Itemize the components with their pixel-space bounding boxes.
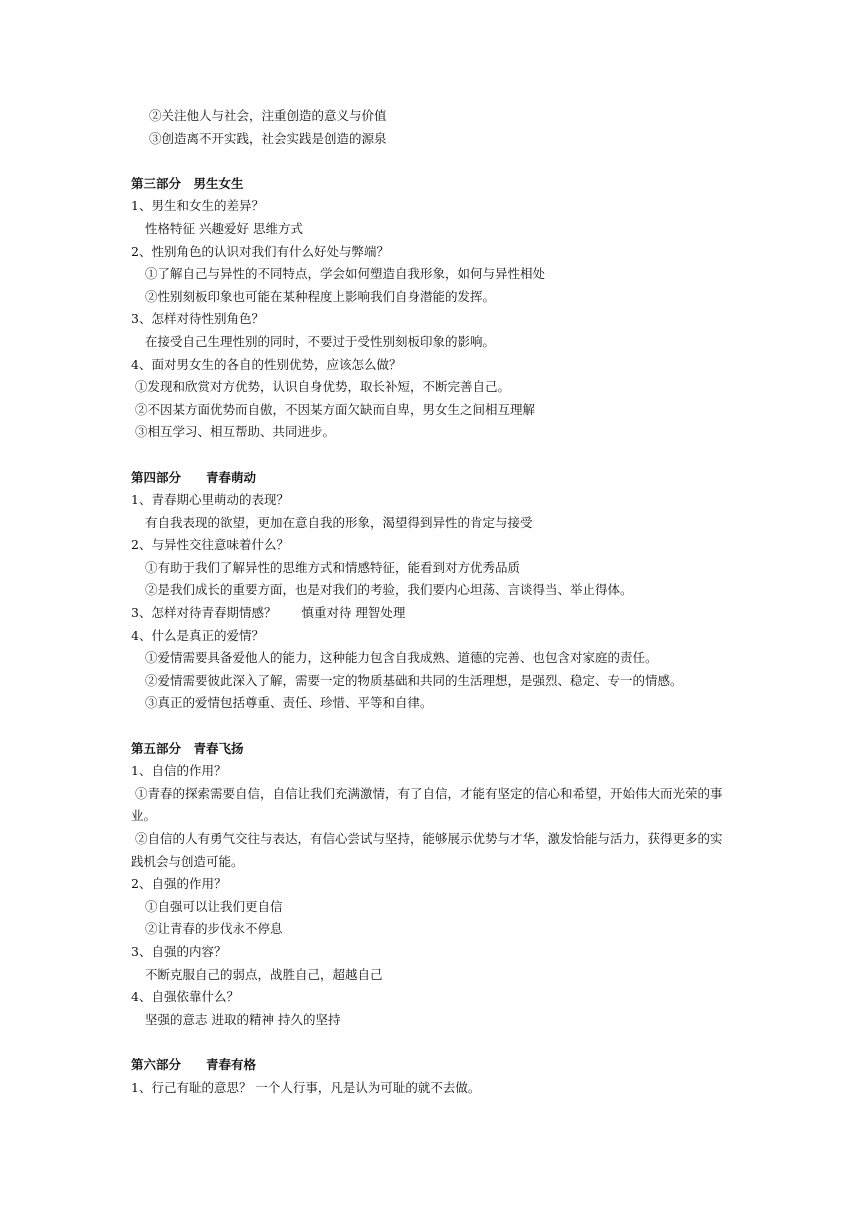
answer: 坚强的意志 进取的精神 持久的坚持 bbox=[145, 1011, 341, 1027]
answer: ①发现和欣赏对方优势，认识自身优势，取长补短，不断完善自己。 bbox=[135, 379, 511, 395]
question: 3、自强的内容？ bbox=[131, 943, 227, 959]
question: 1、青春期心里萌动的表现？ bbox=[131, 492, 289, 508]
answer: ②让青春的步伐永不停息 bbox=[145, 921, 283, 937]
answer: ①了解自己与异性的不同特点，学会如何塑造自我形象，如何与异性相处 bbox=[145, 266, 546, 282]
question: 4、什么是真正的爱情？ bbox=[131, 627, 264, 643]
spacer bbox=[131, 1031, 731, 1054]
answer: 在接受自己生理性别的同时，不要过于受性别刻板印象的影响。 bbox=[145, 333, 496, 349]
intro-line-1: ②关注他人与社会，注重创造的意义与价值 bbox=[149, 108, 387, 123]
answer: ①自强可以让我们更自信 bbox=[145, 898, 283, 914]
answer: ①爱情需要具备爱他人的能力，这种能力包含自我成熟、道德的完善、也包含对家庭的责任。 bbox=[145, 650, 658, 666]
question: 1、自信的作用？ bbox=[131, 763, 227, 779]
answer: ③真正的爱情包括尊重、责任、珍惜、平等和自律。 bbox=[145, 695, 433, 711]
section-heading-part3: 第三部分 男生女生 bbox=[131, 175, 244, 191]
answer: ③相互学习、相互帮助、共同进步。 bbox=[135, 424, 336, 440]
question: 2、与异性交往意味着什么？ bbox=[131, 537, 289, 553]
question: 4、自强依靠什么？ bbox=[131, 989, 239, 1005]
question: 1、男生和女生的差异？ bbox=[131, 198, 264, 214]
answer: 不断克服自己的弱点，战胜自己，超越自己 bbox=[145, 966, 383, 982]
section-heading-part6: 第六部分 青春有格 bbox=[131, 1056, 257, 1072]
answer: ②性别刻板印象也可能在某种程度上影响我们自身潜能的发挥。 bbox=[145, 288, 496, 304]
intro-line-2: ③创造离不开实践，社会实践是创造的源泉 bbox=[149, 130, 387, 146]
answer: 性格特征 兴趣爱好 思维方式 bbox=[145, 220, 303, 236]
document-body bbox=[131, 105, 731, 1099]
spacer bbox=[131, 150, 731, 173]
answer-paragraph: ①青春的探索需要自信，自信让我们充满激情，有了自信，才能有坚定的信心和希望，开始伟大而光荣的事业。 bbox=[131, 785, 723, 824]
question: 2、自强的作用？ bbox=[131, 876, 227, 892]
answer: ②爱情需要彼此深入了解，需要一定的物质基础和共同的生活理想，是强烈、稳定、专一的情感。 bbox=[145, 672, 683, 688]
question: 4、面对男女生的各自的性别优势，应该怎么做？ bbox=[131, 356, 402, 372]
answer: ②是我们成长的重要方面，也是对我们的考验，我们要内心坦荡、言谈得当、举止得体。 bbox=[145, 582, 633, 598]
spacer bbox=[131, 715, 731, 738]
section-heading-part4: 第四部分 青春萌动 bbox=[131, 469, 257, 485]
question: 1、行己有耻的意思？ 一个人行事，凡是认为可耻的就不去做。 bbox=[131, 1079, 481, 1095]
answer-paragraph: ②自信的人有勇气交往与表达，有信心尝试与坚持，能够展示优势与才华，激发恰能与活力，获得更多的实践机会与创造可能。 bbox=[131, 831, 723, 869]
spacer bbox=[131, 444, 731, 467]
answer: ①有助于我们了解异性的思维方式和情感特征，能看到对方优秀品质 bbox=[145, 559, 521, 575]
question: 2、性别角色的认识对我们有什么好处与弊端？ bbox=[131, 243, 389, 259]
answer: 有自我表现的欲望，更加在意自我的形象，渴望得到异性的肯定与接受 bbox=[145, 514, 533, 530]
question: 3、怎样对待性别角色？ bbox=[131, 311, 264, 327]
section-heading-part5: 第五部分 青春飞扬 bbox=[131, 740, 244, 756]
answer: ②不因某方面优势而自傲，不因某方面欠缺而自卑，男女生之间相互理解 bbox=[135, 401, 536, 417]
question: 3、怎样对待青春期情感？ 慎重对待 理智处理 bbox=[131, 605, 406, 621]
